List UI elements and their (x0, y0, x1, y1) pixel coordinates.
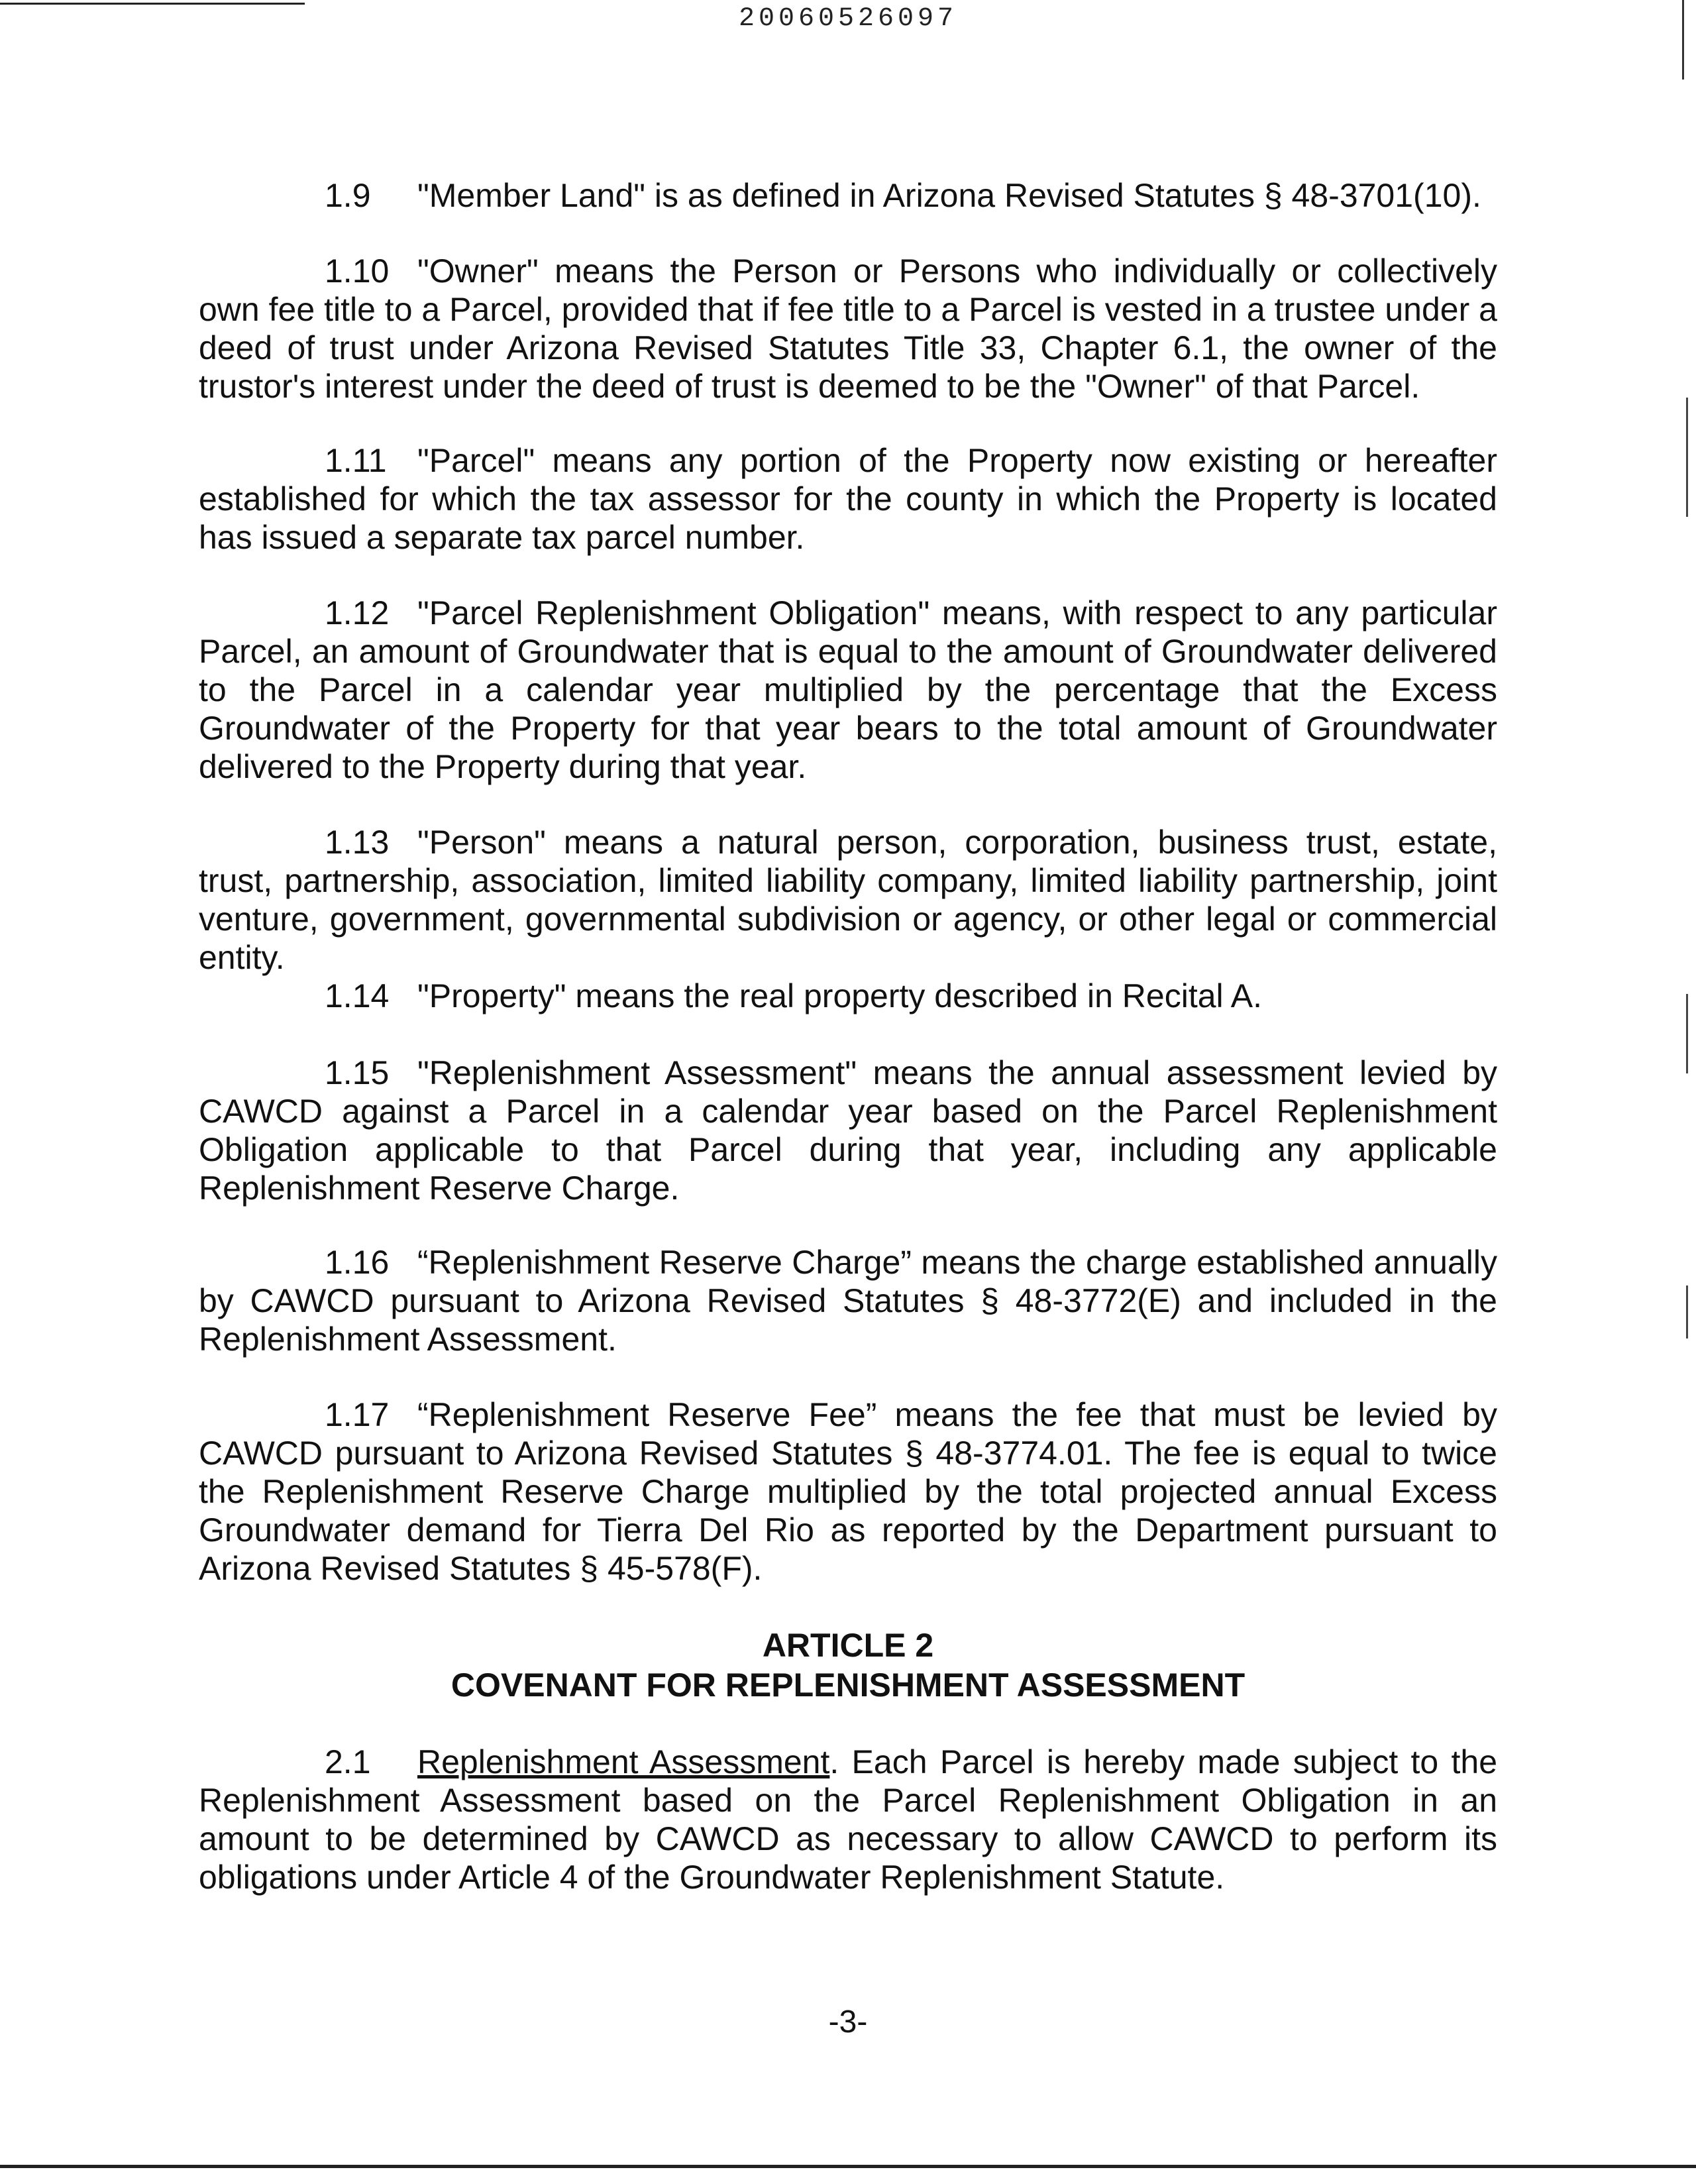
paragraph-number: 1.14 (325, 977, 390, 1014)
paragraph-text: “Replenishment Reserve Charge” means the charge established annually by CAWCD pursuant to Arizona Revised Statutes § 48-3772(E) and included in the Replenishment Assessment. (199, 1244, 1497, 1358)
paragraph-1-12 (199, 594, 1497, 786)
paragraph-text: "Member Land" is as defined in Arizona Revised Statutes § 48-3701(10). (417, 177, 1481, 214)
paragraph-text: "Parcel" means any portion of the Property now existing or hereafter established for which the tax assessor for the county in which the Property is located has issued a separate tax parcel number. (199, 442, 1497, 556)
paragraph-number: 1.17 (325, 1396, 390, 1433)
paragraph-number: 1.10 (325, 252, 390, 290)
paragraph-2-1 (199, 1743, 1497, 1896)
paragraph-1-13 (199, 823, 1497, 977)
page-number: -3- (828, 2004, 868, 2040)
paragraph-number: 1.15 (325, 1054, 390, 1091)
paragraph-number: 1.9 (325, 177, 371, 214)
scan-mark-right (1686, 994, 1688, 1073)
article-title: ARTICLE 2 (762, 1627, 934, 1664)
scan-mark-right (1686, 398, 1688, 517)
paragraph-1-15 (199, 1054, 1497, 1207)
paragraph-text: “Replenishment Reserve Fee” means the fee that must be levied by CAWCD pursuant to Arizona Revised Statutes § 48-3774.01. The fee is equal to twice the Replenishment Reserve Charge multiplied by the total projected annual Excess Groundwater demand for Tierra Del Rio as reported by the Department pursuant to Arizona Revised Statutes § 45-578(F). (199, 1396, 1497, 1587)
paragraph-number: 1.16 (325, 1244, 390, 1281)
paragraph-text: "Property" means the real property described in Recital A. (417, 977, 1262, 1014)
scan-mark-right (1686, 1285, 1688, 1338)
paragraph-text: . Each Parcel is hereby made subject to the Replenishment Assessment based on the Parcel Replenishment Obligation in an amount to be determined by CAWCD as necessary to allow CAWCD to perform its obligations under Article 4 of the Groundwater Replenishment Statute. (199, 1743, 1498, 1896)
paragraph-text: "Owner" means the Person or Persons who individually or collectively own fee title to a Parcel, provided that if fee title to a Parcel is vested in a trustee under a deed of trust under Arizona Revised Statutes Title 33, Chapter 6.1, the owner of the trustor's interest under the deed of trust is deemed to be the "Owner" of that Parcel. (199, 252, 1497, 405)
paragraph-1-9 (199, 176, 1497, 215)
document-number: 20060526097 (738, 4, 958, 34)
paragraph-number: 2.1 (325, 1743, 371, 1780)
paragraph-1-17 (199, 1395, 1497, 1588)
paragraph-text: "Replenishment Assessment" means the annual assessment levied by CAWCD against a Parcel in a calendar year based on the Parcel Replenishment Obligation applicable to that Parcel during that year, including any applicable Replenishment Reserve Charge. (199, 1054, 1497, 1207)
paragraph-1-11 (199, 441, 1497, 557)
paragraph-number: 1.13 (325, 824, 390, 861)
paragraph-1-14 (199, 977, 1497, 1015)
paragraph-1-16 (199, 1243, 1497, 1358)
scan-edge-bottom (0, 2165, 1696, 2168)
article-subtitle: COVENANT FOR REPLENISHMENT ASSESSMENT (450, 1666, 1246, 1704)
paragraph-number: 1.12 (325, 594, 390, 631)
paragraph-text: "Parcel Replenishment Obligation" means, with respect to any particular Parcel, an amount of Groundwater that is equal to the amount of Groundwater delivered to the Parcel in a calendar year multiplied by the percentage that the Excess Groundwater of the Property for that year bears to the total amount of Groundwater delivered to the Property during that year. (199, 594, 1497, 785)
paragraph-1-10 (199, 252, 1497, 406)
paragraph-number: 1.11 (325, 442, 387, 479)
paragraph-text: "Person" means a natural person, corporation, business trust, estate, trust, partnership, association, limited liability company, limited liability partnership, joint venture, government, governmental subdivision or agency, or other legal or commercial entity. (199, 824, 1497, 976)
section-heading: Replenishment Assessment (417, 1743, 830, 1780)
